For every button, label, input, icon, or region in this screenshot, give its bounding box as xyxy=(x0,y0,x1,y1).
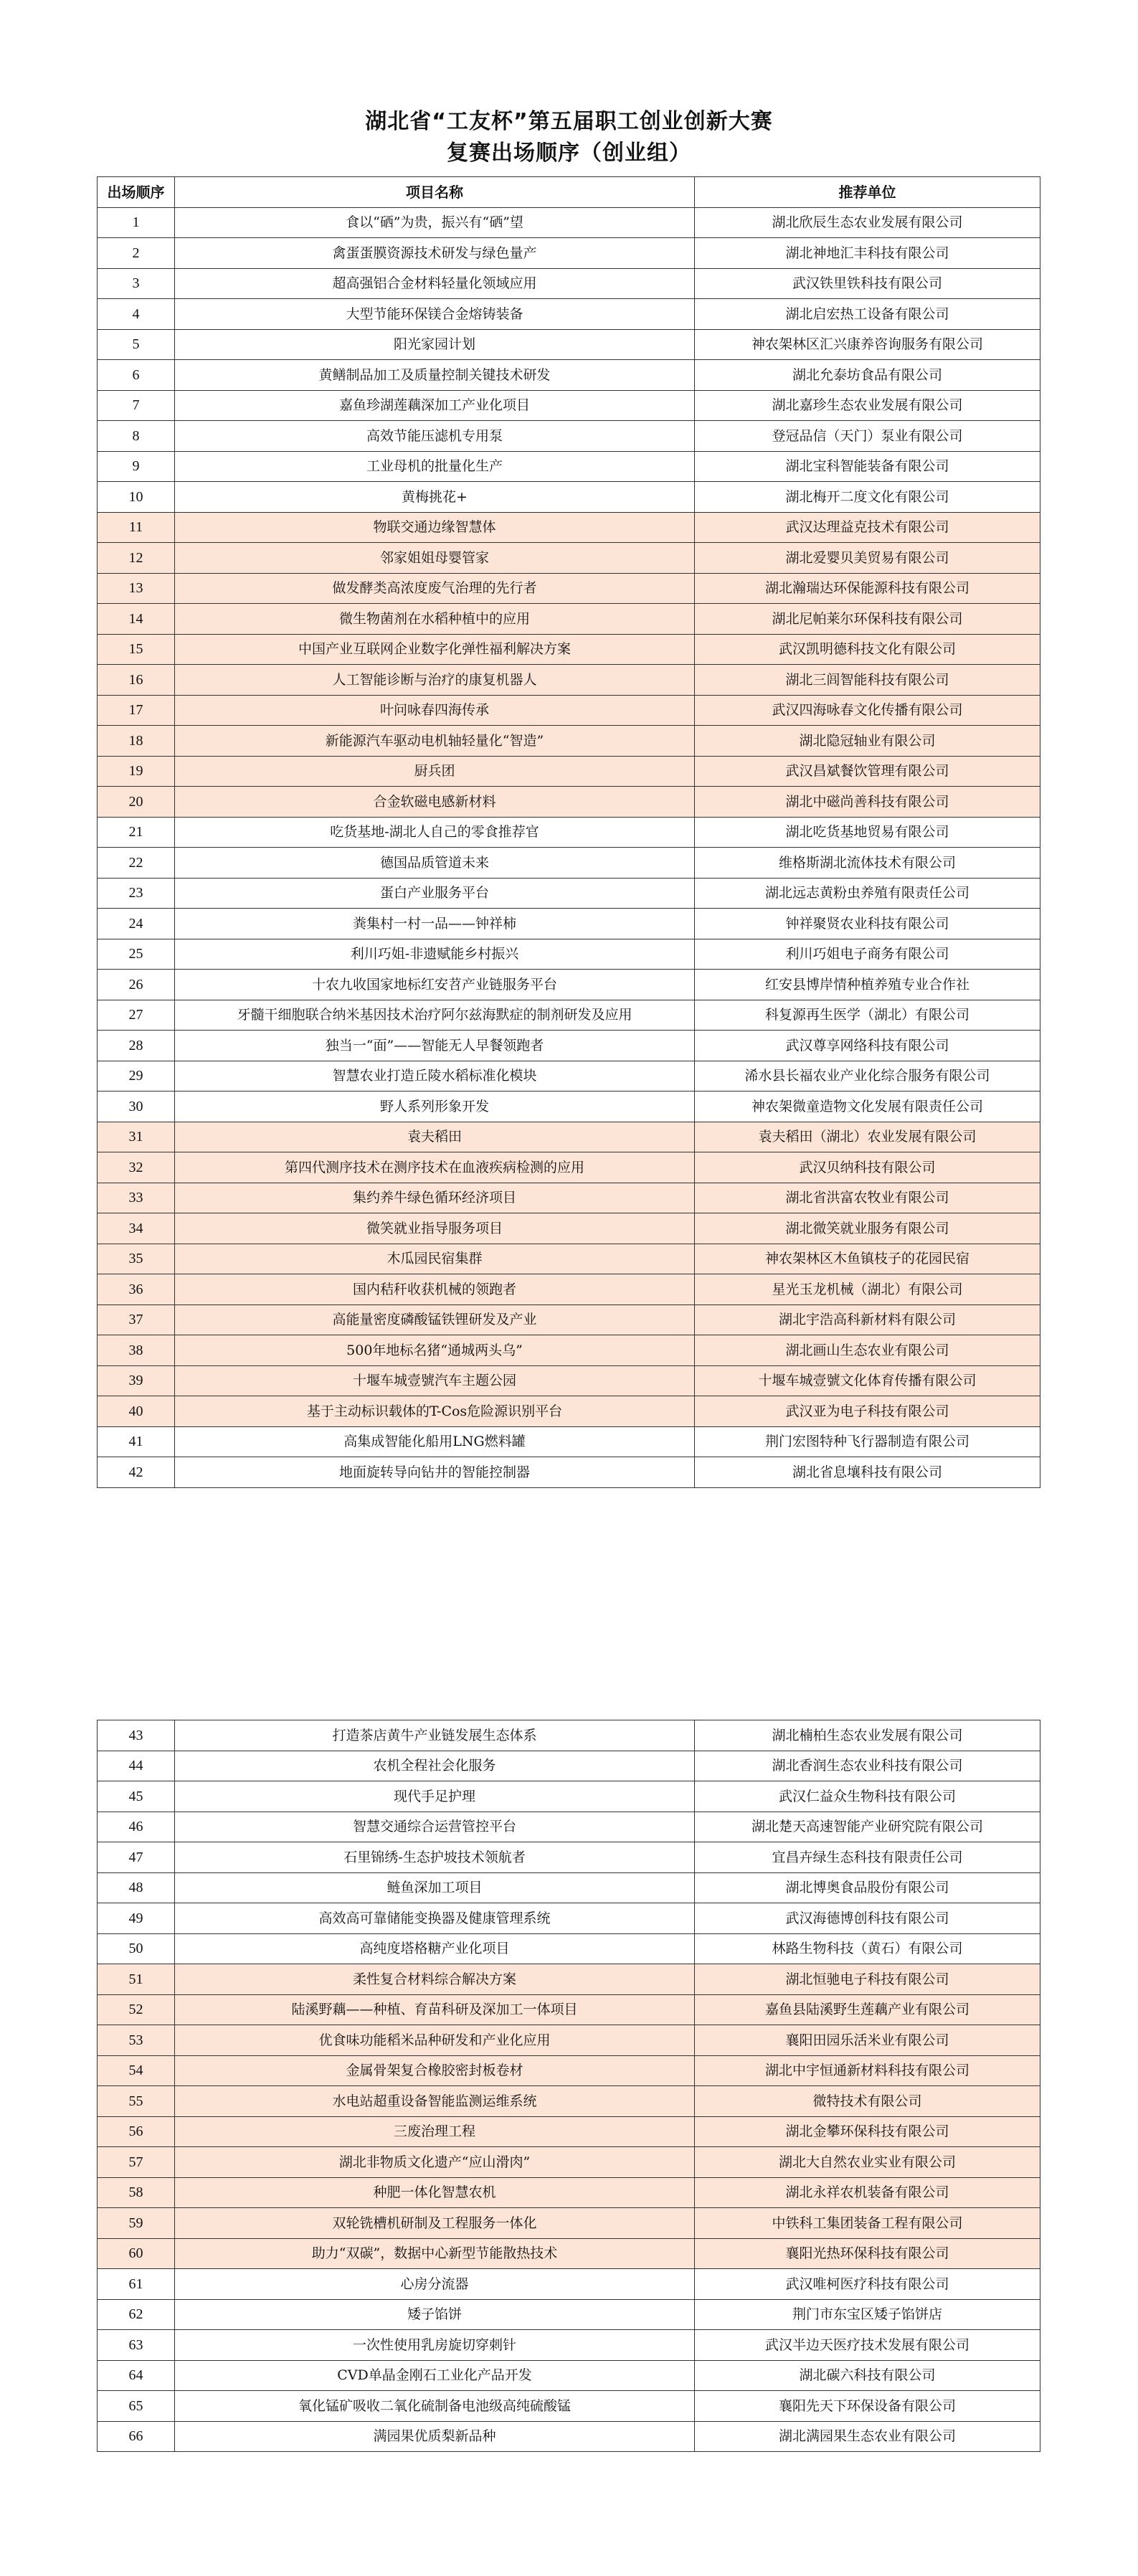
project-cell: 心房分流器 xyxy=(175,2269,695,2300)
table-row xyxy=(98,2086,1040,2117)
order-cell: 51 xyxy=(98,1964,175,1995)
unit-cell: 武汉达理益克技术有限公司 xyxy=(695,512,1040,543)
table-row xyxy=(98,1781,1040,1812)
table-row xyxy=(98,2177,1040,2208)
project-cell: 打造茶店黄牛产业链发展生态体系 xyxy=(175,1720,695,1751)
table-row xyxy=(98,970,1040,1000)
unit-cell: 湖北香润生态农业科技有限公司 xyxy=(695,1751,1040,1781)
unit-cell: 襄阳光热环保科技有限公司 xyxy=(695,2238,1040,2269)
project-cell: 高效节能压滤机专用泵 xyxy=(175,421,695,452)
table-row xyxy=(98,1000,1040,1031)
unit-cell: 湖北梅开二度文化有限公司 xyxy=(695,482,1040,513)
order-cell: 14 xyxy=(98,604,175,635)
unit-cell: 中铁科工集团装备工程有限公司 xyxy=(695,2208,1040,2239)
table-row xyxy=(98,2391,1040,2422)
project-cell: 人工智能诊断与治疗的康复机器人 xyxy=(175,665,695,696)
unit-cell: 荆门市东宝区矮子馅饼店 xyxy=(695,2299,1040,2330)
project-cell: 一次性使用乳房旋切穿刺针 xyxy=(175,2330,695,2361)
table-row xyxy=(98,329,1040,360)
table-row xyxy=(98,2299,1040,2330)
order-cell: 27 xyxy=(98,1000,175,1031)
table-row xyxy=(98,1061,1040,1092)
header-project: 项目名称 xyxy=(175,177,695,208)
order-cell: 48 xyxy=(98,1872,175,1903)
table-row xyxy=(98,390,1040,421)
project-cell: 柔性复合材料综合解决方案 xyxy=(175,1964,695,1995)
unit-cell: 湖北省洪富农牧业有限公司 xyxy=(695,1183,1040,1213)
table-row xyxy=(98,1183,1040,1213)
table-row xyxy=(98,299,1040,330)
project-cell: 嘉鱼珍湖莲藕深加工产业化项目 xyxy=(175,390,695,421)
unit-cell: 科复源再生医学（湖北）有限公司 xyxy=(695,1000,1040,1031)
project-cell: 工业母机的批量化生产 xyxy=(175,451,695,482)
unit-cell: 神农架微童造物文化发展有限责任公司 xyxy=(695,1092,1040,1122)
page-subtitle: 复赛出场顺序（创业组） xyxy=(447,141,691,166)
unit-cell: 武汉昌斌餐饮管理有限公司 xyxy=(695,756,1040,787)
project-cell: 阳光家园计划 xyxy=(175,329,695,360)
unit-cell: 武汉亚为电子科技有限公司 xyxy=(695,1396,1040,1427)
table-row xyxy=(98,1304,1040,1335)
order-cell: 33 xyxy=(98,1183,175,1213)
table-row xyxy=(98,1122,1040,1152)
unit-cell: 湖北启宏热工设备有限公司 xyxy=(695,299,1040,330)
order-cell: 55 xyxy=(98,2086,175,2117)
table-row xyxy=(98,482,1040,513)
table-row xyxy=(98,1964,1040,1995)
order-cell: 65 xyxy=(98,2391,175,2422)
order-cell: 47 xyxy=(98,1842,175,1873)
order-cell: 52 xyxy=(98,1994,175,2025)
unit-cell: 湖北爱婴贝美贸易有限公司 xyxy=(695,543,1040,574)
unit-cell: 湖北金攀环保科技有限公司 xyxy=(695,2116,1040,2147)
unit-cell: 湖北微笑就业服务有限公司 xyxy=(695,1213,1040,1244)
project-cell: 双轮铣槽机研制及工程服务一体化 xyxy=(175,2208,695,2239)
project-cell: 牙髓干细胞联合纳米基因技术治疗阿尔兹海默症的制剂研发及应用 xyxy=(175,1000,695,1031)
unit-cell: 湖北楚天高速智能产业研究院有限公司 xyxy=(695,1812,1040,1842)
order-cell: 29 xyxy=(98,1061,175,1092)
unit-cell: 湖北画山生态农业有限公司 xyxy=(695,1335,1040,1366)
unit-cell: 荆门宏图特种飞行器制造有限公司 xyxy=(695,1426,1040,1457)
table-row xyxy=(98,756,1040,787)
order-cell: 23 xyxy=(98,878,175,909)
order-cell: 41 xyxy=(98,1426,175,1457)
unit-cell: 武汉唯柯医疗科技有限公司 xyxy=(695,2269,1040,2300)
order-cell: 8 xyxy=(98,421,175,452)
project-cell: 现代手足护理 xyxy=(175,1781,695,1812)
order-cell: 56 xyxy=(98,2116,175,2147)
table-row xyxy=(98,573,1040,604)
unit-cell: 湖北隐冠轴业有限公司 xyxy=(695,726,1040,757)
order-cell: 28 xyxy=(98,1031,175,1061)
project-cell: 优食味功能稻米品种研发和产业化应用 xyxy=(175,2025,695,2056)
roster-table-1 xyxy=(97,176,1040,1488)
table-row xyxy=(98,1842,1040,1873)
order-cell: 36 xyxy=(98,1274,175,1305)
project-cell: 氧化锰矿吸收二氧化硫制备电池级高纯硫酸锰 xyxy=(175,2391,695,2422)
table-row xyxy=(98,421,1040,452)
project-cell: 邻家姐姐母婴管家 xyxy=(175,543,695,574)
header-unit: 推荐单位 xyxy=(695,177,1040,208)
unit-cell: 武汉凯明德科技文化有限公司 xyxy=(695,634,1040,665)
unit-cell: 武汉贝纳科技有限公司 xyxy=(695,1152,1040,1183)
project-cell: 高纯度塔格糖产业化项目 xyxy=(175,1933,695,1964)
table-row xyxy=(98,1274,1040,1305)
table-row xyxy=(98,2421,1040,2452)
order-cell: 59 xyxy=(98,2208,175,2239)
table-row xyxy=(98,1720,1040,1751)
order-cell: 7 xyxy=(98,390,175,421)
order-cell: 13 xyxy=(98,573,175,604)
project-cell: 超高强铝合金材料轻量化领域应用 xyxy=(175,268,695,299)
project-cell: 集约养牛绿色循环经济项目 xyxy=(175,1183,695,1213)
project-cell: 三废治理工程 xyxy=(175,2116,695,2147)
unit-cell: 湖北满园果生态农业有限公司 xyxy=(695,2421,1040,2452)
project-cell: 禽蛋蛋膜资源技术研发与绿色量产 xyxy=(175,238,695,269)
order-cell: 3 xyxy=(98,268,175,299)
order-cell: 16 xyxy=(98,665,175,696)
project-cell: 蛋白产业服务平台 xyxy=(175,878,695,909)
unit-cell: 湖北博奥食品股份有限公司 xyxy=(695,1872,1040,1903)
unit-cell: 利川巧姐电子商务有限公司 xyxy=(695,939,1040,970)
unit-cell: 湖北宇浩高科新材料有限公司 xyxy=(695,1304,1040,1335)
table-row xyxy=(98,726,1040,757)
unit-cell: 神农架林区木鱼镇枝子的花园民宿 xyxy=(695,1244,1040,1274)
project-cell: 合金软磁电感新材料 xyxy=(175,787,695,818)
order-cell: 4 xyxy=(98,299,175,330)
table-row xyxy=(98,939,1040,970)
unit-cell: 武汉海德博创科技有限公司 xyxy=(695,1903,1040,1934)
unit-cell: 湖北碳六科技有限公司 xyxy=(695,2360,1040,2391)
project-cell: 矮子馅饼 xyxy=(175,2299,695,2330)
order-cell: 35 xyxy=(98,1244,175,1274)
table-row xyxy=(98,1903,1040,1934)
project-cell: 微生物菌剂在水稻种植中的应用 xyxy=(175,604,695,635)
order-cell: 22 xyxy=(98,848,175,879)
table-row xyxy=(98,1812,1040,1842)
table-row xyxy=(98,2330,1040,2361)
page-title: 湖北省“工友杯”第五届职工创业创新大赛 xyxy=(365,109,773,134)
unit-cell: 星光玉龙机械（湖北）有限公司 xyxy=(695,1274,1040,1305)
unit-cell: 湖北尼帕莱尔环保科技有限公司 xyxy=(695,604,1040,635)
project-cell: 智慧交通综合运营管控平台 xyxy=(175,1812,695,1842)
order-cell: 2 xyxy=(98,238,175,269)
table-row xyxy=(98,2025,1040,2056)
order-cell: 49 xyxy=(98,1903,175,1934)
table-row xyxy=(98,1751,1040,1781)
order-cell: 20 xyxy=(98,787,175,818)
table-row xyxy=(98,665,1040,696)
unit-cell: 湖北恒驰电子科技有限公司 xyxy=(695,1964,1040,1995)
order-cell: 24 xyxy=(98,909,175,939)
order-cell: 12 xyxy=(98,543,175,574)
project-cell: 石里锦绣-生态护坡技术领航者 xyxy=(175,1842,695,1873)
unit-cell: 襄阳田园乐活米业有限公司 xyxy=(695,2025,1040,2056)
table-row xyxy=(98,1994,1040,2025)
unit-cell: 湖北宝科智能装备有限公司 xyxy=(695,451,1040,482)
table-row xyxy=(98,848,1040,879)
table-row xyxy=(98,787,1040,818)
order-cell: 44 xyxy=(98,1751,175,1781)
unit-cell: 维格斯湖北流体技术有限公司 xyxy=(695,848,1040,879)
order-cell: 17 xyxy=(98,695,175,726)
project-cell: 木瓜园民宿集群 xyxy=(175,1244,695,1274)
unit-cell: 十堰车城壹號文化体育传播有限公司 xyxy=(695,1365,1040,1396)
project-cell: CVD单晶金刚石工业化产品开发 xyxy=(175,2360,695,2391)
unit-cell: 钟祥聚贤农业科技有限公司 xyxy=(695,909,1040,939)
project-cell: 湖北非物质文化遗产“应山滑肉” xyxy=(175,2147,695,2178)
project-cell: 做发酵类高浓度废气治理的先行者 xyxy=(175,573,695,604)
order-cell: 34 xyxy=(98,1213,175,1244)
project-cell: 助力“双碳”，数据中心新型节能散热技术 xyxy=(175,2238,695,2269)
order-cell: 39 xyxy=(98,1365,175,1396)
order-cell: 10 xyxy=(98,482,175,513)
unit-cell: 宜昌卉绿生态科技有限责任公司 xyxy=(695,1842,1040,1873)
unit-cell: 登冠品信（天门）泵业有限公司 xyxy=(695,421,1040,452)
order-cell: 9 xyxy=(98,451,175,482)
project-cell: 黄鳝制品加工及质量控制关键技术研发 xyxy=(175,360,695,391)
unit-cell: 湖北允泰坊食品有限公司 xyxy=(695,360,1040,391)
project-cell: 微笑就业指导服务项目 xyxy=(175,1213,695,1244)
unit-cell: 湖北中磁尚善科技有限公司 xyxy=(695,787,1040,818)
project-cell: 新能源汽车驱动电机轴轻量化“智造” xyxy=(175,726,695,757)
order-cell: 45 xyxy=(98,1781,175,1812)
unit-cell: 微特技术有限公司 xyxy=(695,2086,1040,2117)
order-cell: 40 xyxy=(98,1396,175,1427)
project-cell: 基于主动标识载体的T-Cos危险源识别平台 xyxy=(175,1396,695,1427)
order-cell: 21 xyxy=(98,817,175,848)
project-cell: 袁夫稻田 xyxy=(175,1122,695,1152)
project-cell: 叶问咏春四海传承 xyxy=(175,695,695,726)
unit-cell: 武汉尊享网络科技有限公司 xyxy=(695,1031,1040,1061)
unit-cell: 武汉半边天医疗技术发展有限公司 xyxy=(695,2330,1040,2361)
table-row xyxy=(98,512,1040,543)
table-row xyxy=(98,1244,1040,1274)
table-row xyxy=(98,1365,1040,1396)
table-row xyxy=(98,604,1040,635)
order-cell: 46 xyxy=(98,1812,175,1842)
project-cell: 金属骨架复合橡胶密封板卷材 xyxy=(175,2055,695,2086)
order-cell: 6 xyxy=(98,360,175,391)
project-cell: 高能量密度磷酸锰铁锂研发及产业 xyxy=(175,1304,695,1335)
table-row xyxy=(98,878,1040,909)
order-cell: 11 xyxy=(98,512,175,543)
unit-cell: 湖北远志黄粉虫养殖有限责任公司 xyxy=(695,878,1040,909)
unit-cell: 林路生物科技（黄石）有限公司 xyxy=(695,1933,1040,1964)
header-order: 出场顺序 xyxy=(98,177,175,208)
unit-cell: 湖北大自然农业实业有限公司 xyxy=(695,2147,1040,2178)
table-row xyxy=(98,1092,1040,1122)
order-cell: 64 xyxy=(98,2360,175,2391)
unit-cell: 湖北中宇恒通新材料科技有限公司 xyxy=(695,2055,1040,2086)
table-row xyxy=(98,1335,1040,1366)
order-cell: 26 xyxy=(98,970,175,1000)
order-cell: 19 xyxy=(98,756,175,787)
unit-cell: 武汉仁益众生物科技有限公司 xyxy=(695,1781,1040,1812)
page-title-block xyxy=(0,106,1138,169)
order-cell: 58 xyxy=(98,2177,175,2208)
unit-cell: 襄阳先天下环保设备有限公司 xyxy=(695,2391,1040,2422)
order-cell: 62 xyxy=(98,2299,175,2330)
table-row xyxy=(98,207,1040,238)
project-cell: 满园果优质梨新品种 xyxy=(175,2421,695,2452)
unit-cell: 湖北三闾智能科技有限公司 xyxy=(695,665,1040,696)
project-cell: 500年地标名猪“通城两头乌” xyxy=(175,1335,695,1366)
project-cell: 种肥一体化智慧农机 xyxy=(175,2177,695,2208)
order-cell: 60 xyxy=(98,2238,175,2269)
order-cell: 66 xyxy=(98,2421,175,2452)
order-cell: 30 xyxy=(98,1092,175,1122)
unit-cell: 武汉铁里铁科技有限公司 xyxy=(695,268,1040,299)
project-cell: 厨兵团 xyxy=(175,756,695,787)
order-cell: 63 xyxy=(98,2330,175,2361)
project-cell: 大型节能环保镁合金熔铸装备 xyxy=(175,299,695,330)
project-cell: 黄梅挑花+ xyxy=(175,482,695,513)
project-cell: 第四代测序技术在测序技术在血液疾病检测的应用 xyxy=(175,1152,695,1183)
order-cell: 15 xyxy=(98,634,175,665)
table-row xyxy=(98,2238,1040,2269)
project-cell: 鲢鱼深加工项目 xyxy=(175,1872,695,1903)
table-row xyxy=(98,2208,1040,2239)
order-cell: 31 xyxy=(98,1122,175,1152)
unit-cell: 湖北瀚瑞达环保能源科技有限公司 xyxy=(695,573,1040,604)
unit-cell: 袁夫稻田（湖北）农业发展有限公司 xyxy=(695,1122,1040,1152)
unit-cell: 湖北省息壤科技有限公司 xyxy=(695,1457,1040,1488)
project-cell: 中国产业互联网企业数字化弹性福利解决方案 xyxy=(175,634,695,665)
table-row xyxy=(98,1933,1040,1964)
project-cell: 农机全程社会化服务 xyxy=(175,1751,695,1781)
project-cell: 独当一“面”——智能无人早餐领跑者 xyxy=(175,1031,695,1061)
order-cell: 54 xyxy=(98,2055,175,2086)
table-row xyxy=(98,1031,1040,1061)
table-row xyxy=(98,1213,1040,1244)
project-cell: 野人系列形象开发 xyxy=(175,1092,695,1122)
order-cell: 1 xyxy=(98,207,175,238)
order-cell: 32 xyxy=(98,1152,175,1183)
order-cell: 18 xyxy=(98,726,175,757)
table-row xyxy=(98,1872,1040,1903)
order-cell: 42 xyxy=(98,1457,175,1488)
order-cell: 43 xyxy=(98,1720,175,1751)
table-row xyxy=(98,909,1040,939)
table-header-row xyxy=(98,177,1040,208)
table-row xyxy=(98,2269,1040,2300)
table-row xyxy=(98,2360,1040,2391)
project-cell: 吃货基地-湖北人自己的零食推荐官 xyxy=(175,817,695,848)
table-row xyxy=(98,817,1040,848)
project-cell: 德国品质管道未来 xyxy=(175,848,695,879)
roster-table-2 xyxy=(97,1720,1040,2452)
unit-cell: 湖北吃货基地贸易有限公司 xyxy=(695,817,1040,848)
table-row xyxy=(98,2147,1040,2178)
table-row xyxy=(98,695,1040,726)
unit-cell: 湖北嘉珍生态农业发展有限公司 xyxy=(695,390,1040,421)
project-cell: 地面旋转导向钻井的智能控制器 xyxy=(175,1457,695,1488)
table-row xyxy=(98,268,1040,299)
project-cell: 物联交通边缘智慧体 xyxy=(175,512,695,543)
table-row xyxy=(98,2116,1040,2147)
table-row xyxy=(98,238,1040,269)
order-cell: 5 xyxy=(98,329,175,360)
project-cell: 水电站超重设备智能监测运维系统 xyxy=(175,2086,695,2117)
unit-cell: 湖北楠柏生态农业发展有限公司 xyxy=(695,1720,1040,1751)
order-cell: 53 xyxy=(98,2025,175,2056)
unit-cell: 湖北神地汇丰科技有限公司 xyxy=(695,238,1040,269)
order-cell: 61 xyxy=(98,2269,175,2300)
table-row xyxy=(98,451,1040,482)
project-cell: 陆溪野藕——种植、育苗科研及深加工一体项目 xyxy=(175,1994,695,2025)
project-cell: 食以“硒”为贵，振兴有“硒”望 xyxy=(175,207,695,238)
order-cell: 25 xyxy=(98,939,175,970)
order-cell: 50 xyxy=(98,1933,175,1964)
order-cell: 38 xyxy=(98,1335,175,1366)
unit-cell: 红安县博岸情种植养殖专业合作社 xyxy=(695,970,1040,1000)
unit-cell: 湖北欣辰生态农业发展有限公司 xyxy=(695,207,1040,238)
project-cell: 智慧农业打造丘陵水稻标准化模块 xyxy=(175,1061,695,1092)
table-row xyxy=(98,1426,1040,1457)
project-cell: 高效高可靠储能变换器及健康管理系统 xyxy=(175,1903,695,1934)
project-cell: 利川巧姐-非遗赋能乡村振兴 xyxy=(175,939,695,970)
unit-cell: 嘉鱼县陆溪野生莲藕产业有限公司 xyxy=(695,1994,1040,2025)
unit-cell: 武汉四海咏春文化传播有限公司 xyxy=(695,695,1040,726)
unit-cell: 湖北永祥农机装备有限公司 xyxy=(695,2177,1040,2208)
project-cell: 高集成智能化船用LNG燃料罐 xyxy=(175,1426,695,1457)
roster-body-2 xyxy=(98,1720,1040,2452)
table-row xyxy=(98,1457,1040,1488)
order-cell: 37 xyxy=(98,1304,175,1335)
project-cell: 十农九收国家地标红安苕产业链服务平台 xyxy=(175,970,695,1000)
roster-body-1 xyxy=(98,207,1040,1487)
unit-cell: 浠水县长福农业产业化综合服务有限公司 xyxy=(695,1061,1040,1092)
table-row xyxy=(98,634,1040,665)
order-cell: 57 xyxy=(98,2147,175,2178)
table-row xyxy=(98,2055,1040,2086)
unit-cell: 神农架林区汇兴康养咨询服务有限公司 xyxy=(695,329,1040,360)
table-row xyxy=(98,1152,1040,1183)
table-row xyxy=(98,360,1040,391)
project-cell: 十堰车城壹號汽车主题公园 xyxy=(175,1365,695,1396)
project-cell: 国内秸秆收获机械的领跑者 xyxy=(175,1274,695,1305)
project-cell: 粪集村一村一品——钟祥柿 xyxy=(175,909,695,939)
table-row xyxy=(98,1396,1040,1427)
table-row xyxy=(98,543,1040,574)
